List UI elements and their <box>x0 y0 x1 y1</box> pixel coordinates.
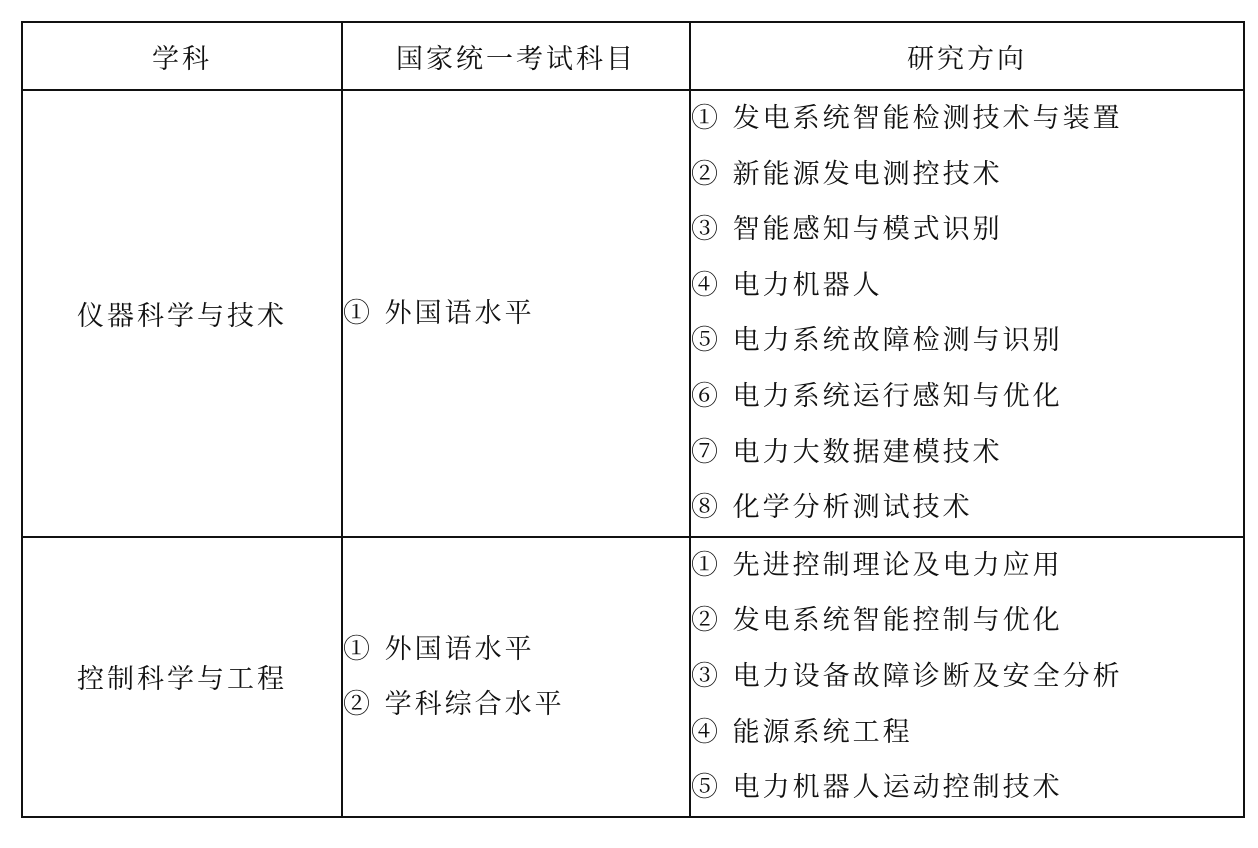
direction-item: ② 发电系统智能控制与优化 <box>691 605 1063 637</box>
direction-item: ⑦ 电力大数据建模技术 <box>691 436 1003 468</box>
direction-item: ③ 智能感知与模式识别 <box>691 214 1003 246</box>
direction-item: ① 发电系统智能检测技术与装置 <box>691 103 1123 134</box>
exam-item: ① 外国语水平 <box>343 633 535 665</box>
exam-cell <box>342 90 690 537</box>
exam-item: ② 学科综合水平 <box>343 688 565 720</box>
direction-item: ① 先进控制理论及电力应用 <box>691 549 1063 581</box>
header-subject: 学科 <box>22 22 342 90</box>
subject-cell: 控制科学与工程 <box>22 537 342 817</box>
header-national-exam: 国家统一考试科目 <box>342 22 690 90</box>
direction-item: ③ 电力设备故障诊断及安全分析 <box>691 660 1123 692</box>
exam-cell <box>342 537 690 817</box>
subject-cell: 仪器科学与技术 <box>22 90 342 537</box>
program-table <box>21 21 1245 818</box>
direction-item: ④ 电力机器人 <box>691 269 883 301</box>
directions-cell <box>690 537 1244 817</box>
direction-item: ⑧ 化学分析测试技术 <box>691 492 973 524</box>
direction-item: ⑥ 电力系统运行感知与优化 <box>691 380 1063 412</box>
table-row <box>22 537 1244 817</box>
header-row <box>22 22 1244 90</box>
table-row <box>22 90 1244 537</box>
direction-item: ② 新能源发电测控技术 <box>691 158 1003 190</box>
direction-item: ④ 能源系统工程 <box>691 716 913 748</box>
exam-item: ① 外国语水平 <box>343 297 535 329</box>
direction-item: ⑤ 电力系统故障检测与识别 <box>691 325 1063 357</box>
direction-item: ⑤ 电力机器人运动控制技术 <box>691 772 1063 804</box>
header-research-direction: 研究方向 <box>690 22 1244 90</box>
directions-cell <box>690 90 1244 537</box>
